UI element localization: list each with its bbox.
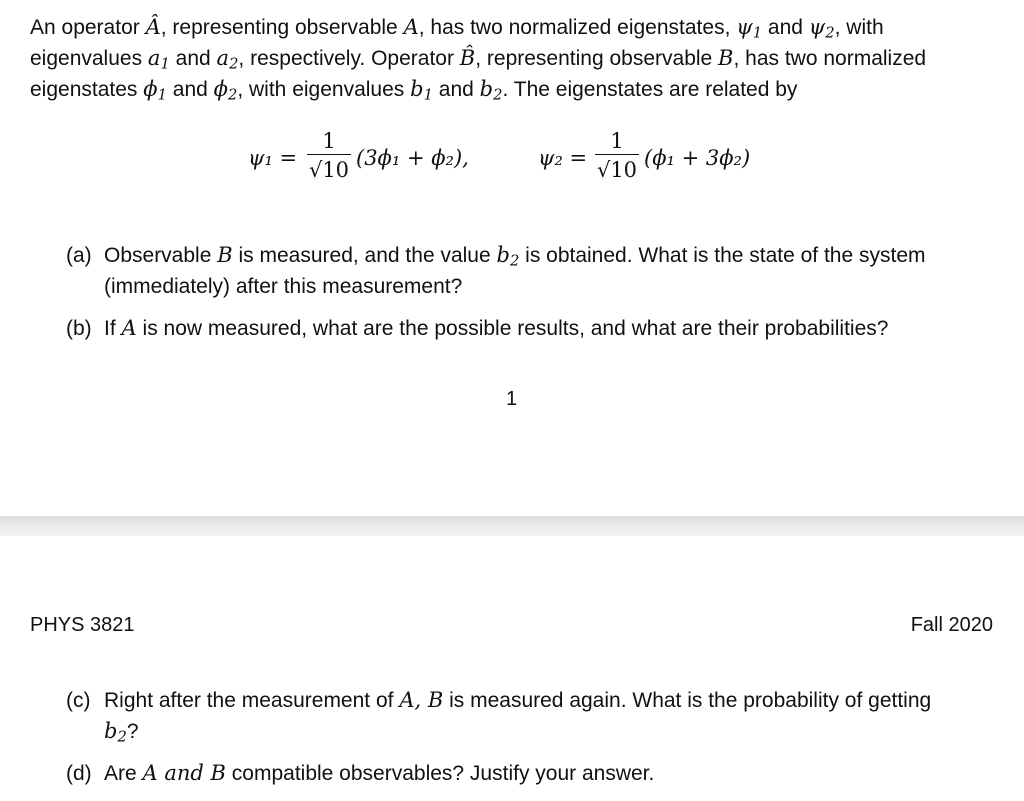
header-term: Fall 2020 <box>910 614 993 636</box>
question-label: (d) <box>66 762 92 785</box>
question-text: Right after the measurement of A, B is measured again. What is the probability of getting $b_2$? <box>104 688 932 746</box>
phi-1: $\phi_1$ <box>143 77 167 104</box>
text: , has two normalized eigenstates, <box>418 16 737 39</box>
operator-a: Â <box>145 15 161 39</box>
fraction <box>306 128 352 185</box>
question-a <box>66 240 996 302</box>
text: , with eigenvalues <box>30 16 884 70</box>
phi-2: $\phi_2$ <box>213 77 238 104</box>
numerator: 1 <box>610 129 624 153</box>
eigenvalue-b1: $b_1$ <box>410 77 433 104</box>
fraction <box>594 128 640 185</box>
equation-lhs: ψ₂ = <box>538 146 588 170</box>
text: , with eigenvalues <box>237 78 411 101</box>
text: . The eigenstates are related by <box>502 78 798 101</box>
page-separator <box>0 516 1024 536</box>
numerator: 1 <box>322 129 336 153</box>
text: , representing observable <box>160 16 404 39</box>
header-course: PHYS 3821 <box>30 614 135 636</box>
text: , representing observable <box>475 47 719 70</box>
question-label: (b) <box>66 317 92 340</box>
text: An operator <box>30 16 146 39</box>
text: , has two normalized eigenstates <box>30 47 927 101</box>
equation-rhs: (ϕ₁ + 3ϕ₂) <box>644 146 751 170</box>
operator-b: B̂ <box>459 46 476 70</box>
question-d <box>66 758 996 789</box>
question-b <box>66 313 996 344</box>
text: and <box>169 47 217 70</box>
intro-paragraph <box>30 12 998 105</box>
question-label: (a) <box>66 244 92 267</box>
text: , respectively. Operator <box>238 47 460 70</box>
page-2 <box>0 536 1024 801</box>
observable-b: B <box>718 46 734 70</box>
equation-rhs: (3ϕ₁ + ϕ₂), <box>356 146 469 170</box>
observable-a: A <box>403 15 419 39</box>
eigenvalue-b2: $b_2$ <box>479 77 503 104</box>
psi-2: $\psi_2$ <box>808 15 835 42</box>
text: and <box>432 78 480 101</box>
text: and <box>762 16 809 39</box>
question-label: (c) <box>66 689 91 712</box>
question-text: Are A and B compatible observables? Justify your answer. <box>104 761 655 785</box>
page-number: 1 <box>506 388 518 410</box>
eigenvalue-a1: $a_1$ <box>147 46 170 73</box>
psi-1: $\psi_1$ <box>736 15 763 42</box>
question-text: If A is now measured, what are the possible results, and what are their probabilities? <box>104 316 889 340</box>
question-c <box>66 685 996 747</box>
text: and <box>166 78 214 101</box>
question-text: Observable B is measured, and the value $b_2$ is obtained. What is the state of the system (immediately) after this measurement? <box>104 243 926 298</box>
denominator: √10 <box>596 158 638 182</box>
denominator: √10 <box>308 158 350 182</box>
eigenvalue-a2: $a_2$ <box>216 46 239 73</box>
equation-lhs: ψ₁ = <box>248 146 298 170</box>
